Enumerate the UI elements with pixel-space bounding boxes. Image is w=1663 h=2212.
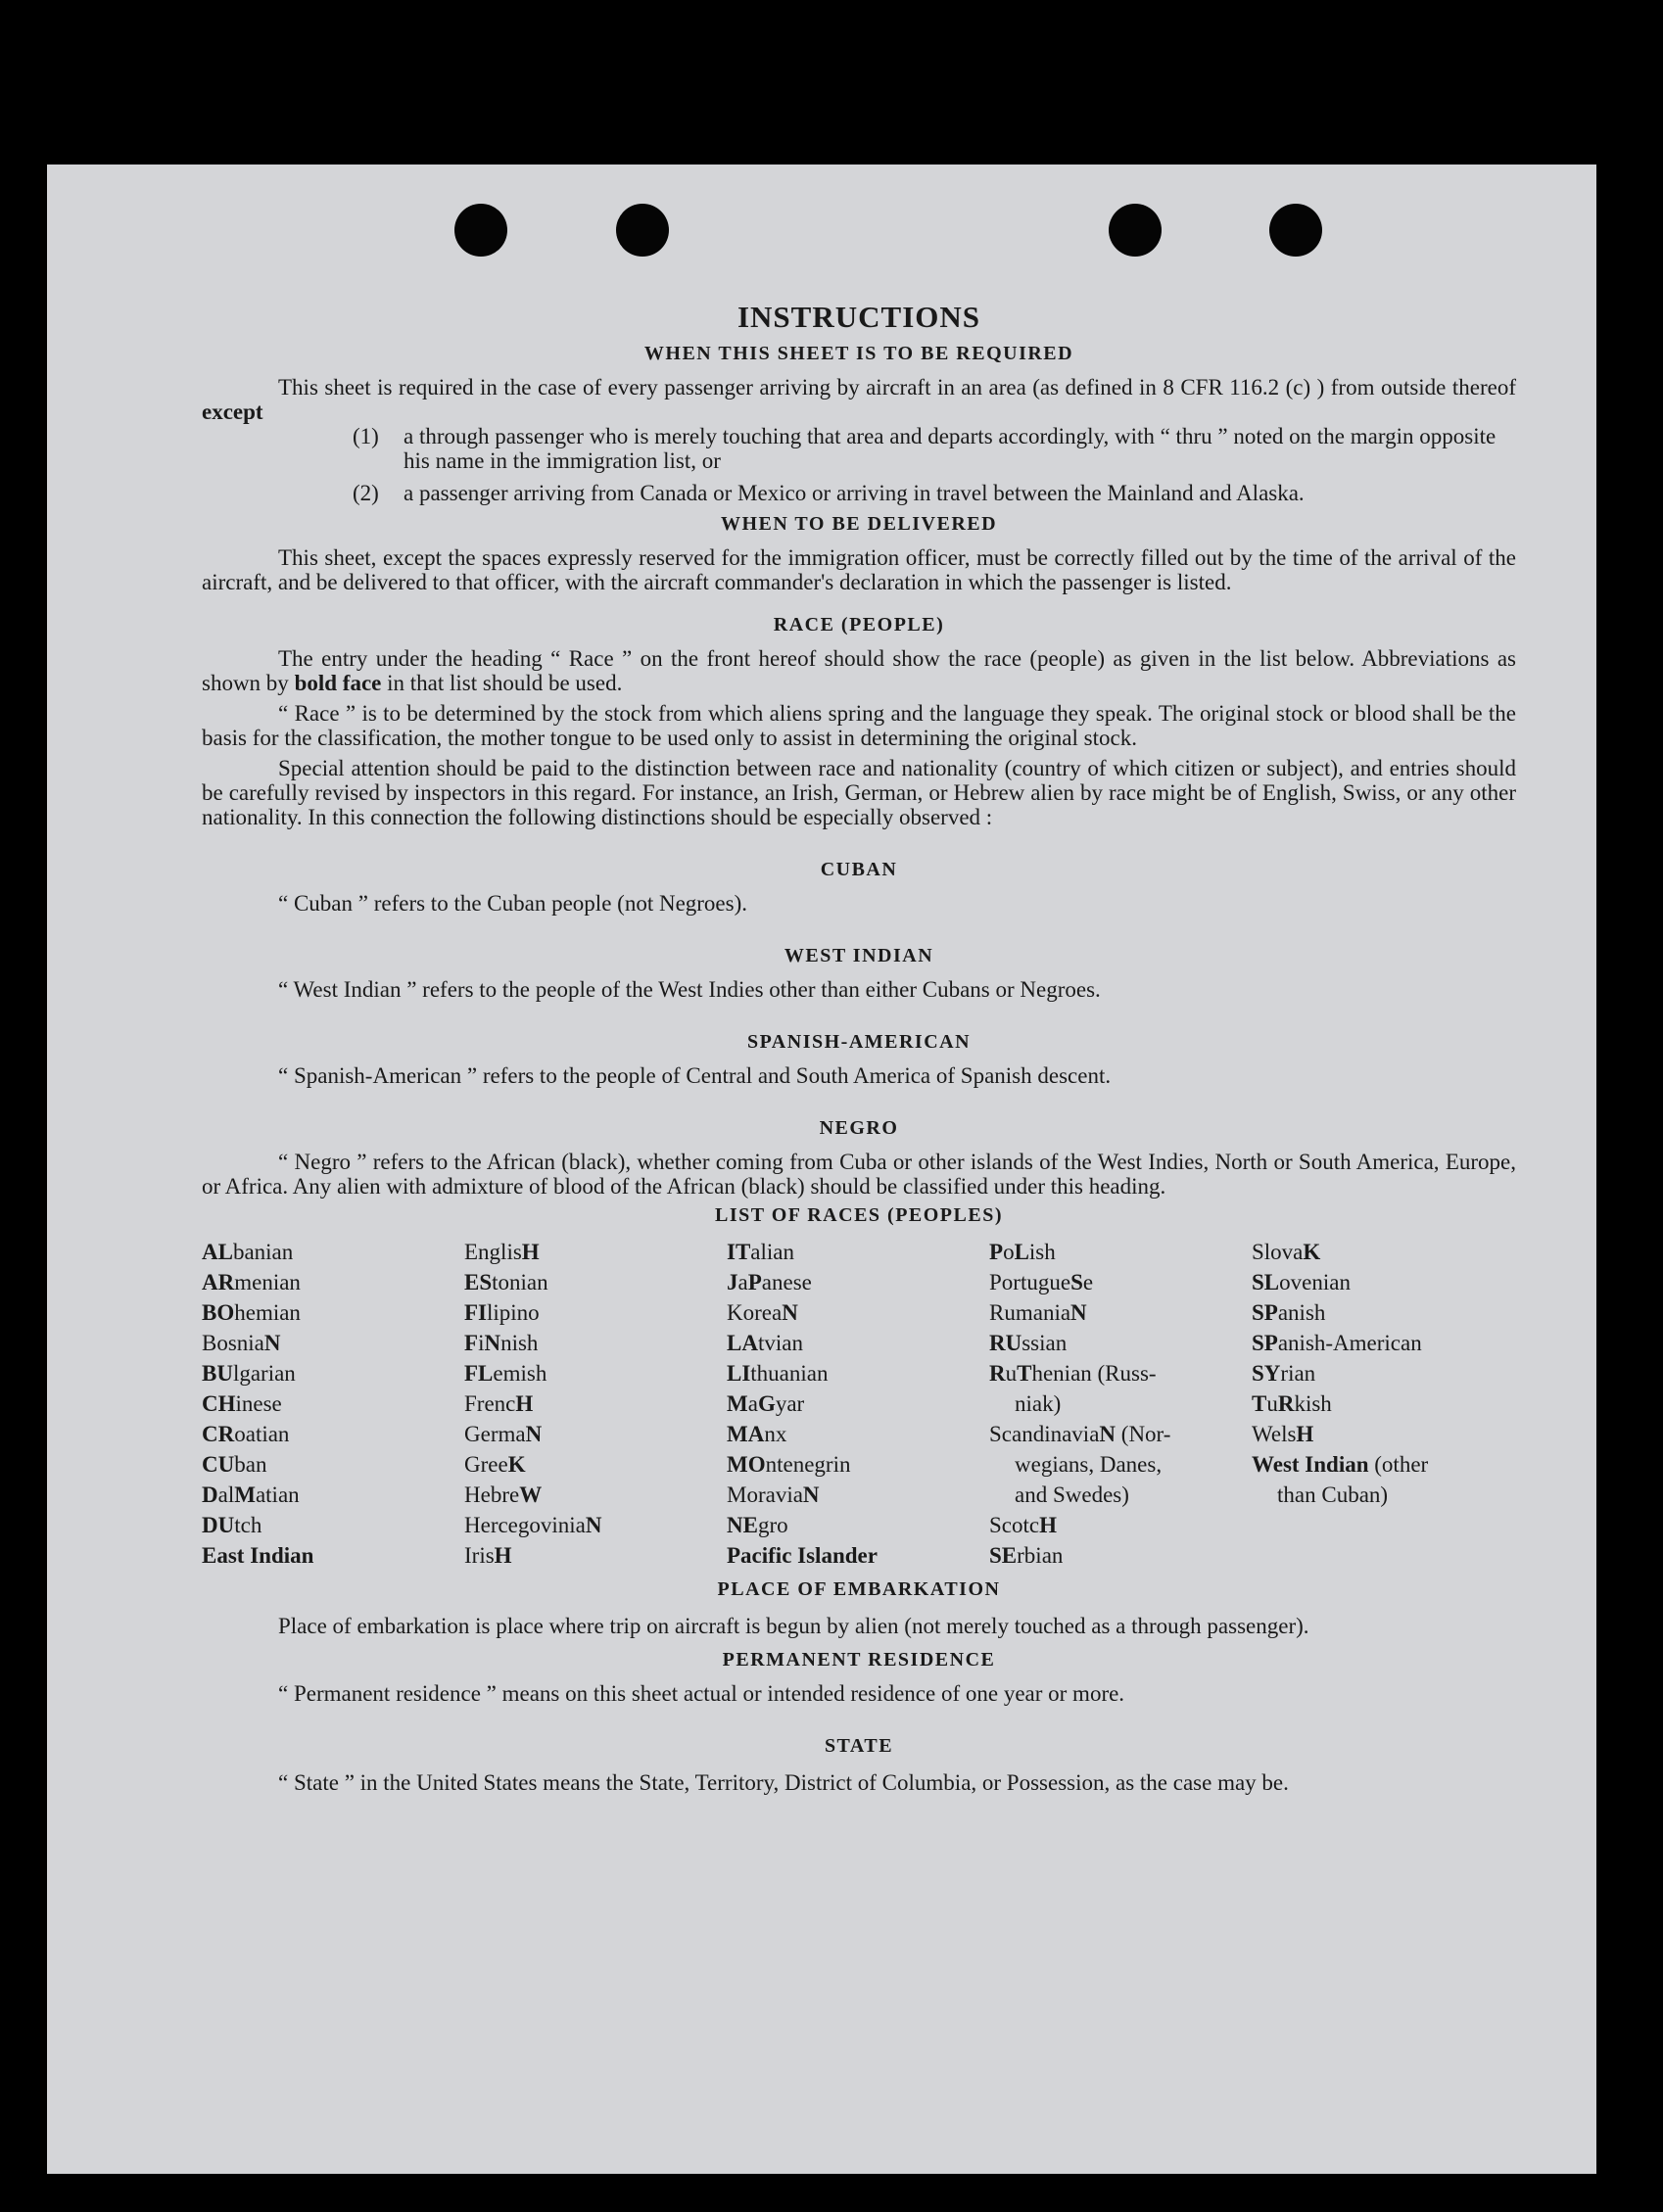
races-column — [989, 1237, 1252, 1571]
race-entry — [1252, 1419, 1514, 1449]
section-heading-spanish-american: SPANISH-AMERICAN — [746, 1031, 972, 1053]
race-abbreviation: RU — [989, 1331, 1022, 1355]
except-word: except — [202, 400, 263, 424]
race-entry — [464, 1237, 727, 1267]
race-text: yar — [775, 1391, 805, 1416]
race-entry — [464, 1328, 727, 1358]
paragraph-negro: “ Negro ” refers to the African (black), whether coming from Cuba or other islands of the West Indies, North or South America, Europe, or Africa. Any alien with admixture of blood of the African (black) should be classified under this heading. — [202, 1150, 1516, 1199]
race-abbreviation: R — [1277, 1391, 1295, 1416]
race-entry — [464, 1267, 727, 1297]
race-text: lipino — [487, 1300, 540, 1325]
race-text: emish — [493, 1361, 547, 1386]
section-heading-embarkation: PLACE OF EMBARKATION — [717, 1578, 1001, 1600]
race-entry — [989, 1449, 1252, 1480]
race-abbreviation: H — [521, 1240, 540, 1264]
section-heading-west-indian: WEST INDIAN — [784, 945, 934, 966]
race-abbreviation: R — [989, 1361, 1006, 1386]
race-abbreviation: Pacific Islander — [727, 1543, 878, 1568]
race-abbreviation: T — [1017, 1361, 1032, 1386]
paragraph-race-stock: “ Race ” is to be determined by the stock from which aliens spring and the language they speak. The original stock or blood shall be the basis for the classification, the mother tongue to be used only to assist in determining the original stock. — [202, 701, 1516, 750]
race-text: inese — [235, 1391, 282, 1416]
race-entry — [464, 1358, 727, 1388]
race-abbreviation: N — [782, 1300, 798, 1325]
race-abbreviation: CH — [202, 1391, 236, 1416]
race-entry — [989, 1510, 1252, 1540]
paragraph-race-entry — [202, 646, 1516, 695]
race-text: tvian — [757, 1331, 803, 1355]
race-text: nish — [500, 1331, 539, 1355]
race-entry — [989, 1237, 1252, 1267]
paragraph-delivered: This sheet, except the spaces expressly reserved for the immigration officer, must be correctly filled out by the time of the arrival of the aircraft, and be delivered to that officer, with the aircraft commander's declaration in which the passenger is listed. — [202, 545, 1516, 594]
race-abbreviation: IT — [727, 1240, 751, 1264]
section-heading-required: WHEN THIS SHEET IS TO BE REQUIRED — [643, 343, 1074, 364]
race-text: al — [217, 1483, 235, 1507]
section-heading-state: STATE — [824, 1735, 894, 1757]
races-column — [727, 1237, 989, 1571]
race-entry — [989, 1540, 1252, 1571]
race-abbreviation: D — [202, 1483, 218, 1507]
section-heading-cuban: CUBAN — [820, 859, 898, 880]
item-number: (2) — [353, 481, 379, 505]
race-text: u — [1005, 1361, 1018, 1386]
paragraph-spanish-american: “ Spanish-American ” refers to the people of Central and South America of Spanish descent. — [278, 1063, 1112, 1088]
race-entry — [1252, 1328, 1514, 1358]
race-entry — [464, 1510, 727, 1540]
paragraph-text: This sheet is required in the case of every passenger arriving by aircraft in an area (as defined in 8 CFR 116.2 (c) ) from outside thereof — [278, 375, 1516, 400]
punch-hole — [1269, 204, 1322, 257]
race-entry — [464, 1449, 727, 1480]
race-entry — [727, 1297, 989, 1328]
race-text: Frenc — [464, 1391, 516, 1416]
race-entry — [1252, 1267, 1514, 1297]
race-abbreviation: K — [1303, 1240, 1321, 1264]
race-abbreviation: MA — [727, 1422, 765, 1446]
race-abbreviation: SP — [1252, 1300, 1278, 1325]
races-list — [202, 1237, 1516, 1571]
race-abbreviation: CR — [202, 1422, 235, 1446]
list-item — [353, 481, 1516, 505]
race-abbreviation: H — [494, 1543, 512, 1568]
race-text: u — [1266, 1391, 1278, 1416]
race-text: alian — [750, 1240, 794, 1264]
race-text: menian — [234, 1270, 301, 1294]
race-abbreviation: East Indian — [202, 1543, 314, 1568]
race-abbreviation: SE — [989, 1543, 1018, 1568]
race-abbreviation: N — [1099, 1422, 1117, 1446]
race-entry — [989, 1328, 1252, 1358]
item-text: a passenger arriving from Canada or Mexico or arriving in travel between the Mainland and Alaska. — [404, 481, 1305, 505]
race-text: Hercegovinia — [464, 1513, 586, 1537]
race-text: atian — [255, 1483, 300, 1507]
race-abbreviation: N — [484, 1331, 501, 1355]
race-entry — [202, 1358, 464, 1388]
paragraph-embarkation: Place of embarkation is place where trip on aircraft is begun by alien (not merely touched as a through passenger). — [278, 1614, 1309, 1638]
race-entry — [202, 1419, 464, 1449]
race-text: thuanian — [750, 1361, 829, 1386]
race-entry — [1252, 1237, 1514, 1267]
race-text: tch — [234, 1513, 262, 1537]
race-text: Moravia — [727, 1483, 803, 1507]
paragraph-residence: “ Permanent residence ” means on this sheet actual or intended residence of one year or more. — [278, 1681, 1125, 1706]
race-abbreviation: MO — [727, 1452, 766, 1477]
race-abbreviation: P — [989, 1240, 1004, 1264]
race-text: Scotc — [989, 1513, 1040, 1537]
race-abbreviation: L — [1014, 1240, 1029, 1264]
paragraph-race-nationality: Special attention should be paid to the distinction between race and nationality (country of which citizen or subject), and entries should be carefully revised by inspectors in this regard. For instance, an Irish, German, or Hebrew alien by race might be of English, Swiss, or any other nationality. In this connection the following distinctions should be especially observed : — [202, 756, 1516, 829]
race-text: ovenian — [1279, 1270, 1351, 1294]
race-text: anese — [761, 1270, 812, 1294]
race-abbreviation: LA — [727, 1331, 758, 1355]
race-entry — [202, 1510, 464, 1540]
race-text: lgarian — [232, 1361, 296, 1386]
race-text: a — [737, 1270, 748, 1294]
race-entry — [727, 1237, 989, 1267]
races-column — [1252, 1237, 1514, 1571]
race-entry — [727, 1419, 989, 1449]
race-text: gro — [757, 1513, 788, 1537]
race-entry — [727, 1510, 989, 1540]
race-entry — [202, 1237, 464, 1267]
race-text: ish — [1028, 1240, 1056, 1264]
race-text: rbian — [1017, 1543, 1064, 1568]
race-abbreviation: N — [1070, 1300, 1087, 1325]
race-text: o — [1003, 1240, 1015, 1264]
race-abbreviation: LI — [727, 1361, 751, 1386]
race-entry — [1252, 1297, 1514, 1328]
section-heading-residence: PERMANENT RESIDENCE — [722, 1649, 996, 1671]
bold-face-text: bold face — [294, 671, 382, 695]
section-heading-negro: NEGRO — [819, 1117, 899, 1139]
race-abbreviation: S — [1070, 1270, 1083, 1294]
race-abbreviation: F — [464, 1331, 479, 1355]
race-entry — [202, 1267, 464, 1297]
race-text: ssian — [1022, 1331, 1068, 1355]
race-abbreviation: AR — [202, 1270, 235, 1294]
race-entry — [464, 1540, 727, 1571]
races-column — [202, 1237, 464, 1571]
race-entry — [1252, 1358, 1514, 1388]
race-entry — [727, 1449, 989, 1480]
race-abbreviation: H — [1039, 1513, 1057, 1537]
punch-hole — [616, 204, 669, 257]
race-entry — [1252, 1449, 1514, 1480]
race-text: kish — [1294, 1391, 1332, 1416]
race-abbreviation: H — [1296, 1422, 1314, 1446]
race-abbreviation: NE — [727, 1513, 758, 1537]
section-heading-race: RACE (PEOPLE) — [773, 614, 945, 635]
race-abbreviation: T — [1252, 1391, 1267, 1416]
race-entry — [202, 1328, 464, 1358]
race-abbreviation: P — [747, 1270, 762, 1294]
item-text: a through passenger who is merely touching that area and departs accordingly, with “ thru ” noted on the margin opposite his name in the immigration list, or — [404, 424, 1497, 473]
race-text: banian — [232, 1240, 294, 1264]
race-entry — [202, 1480, 464, 1510]
instructions-content — [202, 300, 1516, 1798]
punch-hole — [454, 204, 507, 257]
race-text: anish — [1277, 1300, 1326, 1325]
paragraph-required — [202, 375, 1516, 424]
paragraph-text: The entry under the heading “ Race ” on the front hereof should show the race (people) as given in the list below. Abbreviations as shown by — [202, 646, 1516, 695]
page-title: INSTRUCTIONS — [736, 300, 980, 334]
race-text: and Swedes) — [1015, 1483, 1129, 1507]
race-text: (other — [1368, 1452, 1429, 1477]
race-text: rian — [1280, 1361, 1316, 1386]
race-text: henian (Russ- — [1031, 1361, 1157, 1386]
paragraph-state: “ State ” in the United States means the State, Territory, District of Columbia, or Possession, as the case may be. — [278, 1770, 1289, 1795]
race-text: Iris — [464, 1543, 495, 1568]
race-abbreviation: J — [727, 1270, 738, 1294]
race-abbreviation: ES — [464, 1270, 493, 1294]
race-abbreviation: G — [757, 1391, 776, 1416]
race-text: Hebre — [464, 1483, 520, 1507]
race-text: Korea — [727, 1300, 783, 1325]
race-entry — [727, 1267, 989, 1297]
list-of-races-heading: LIST OF RACES (PEOPLES) — [714, 1204, 1003, 1226]
race-entry — [202, 1540, 464, 1571]
race-text: wegians, Danes, — [1015, 1452, 1163, 1477]
race-entry — [989, 1267, 1252, 1297]
race-text: niak) — [1015, 1391, 1062, 1416]
race-text: Scandinavia — [989, 1422, 1100, 1446]
race-entry — [727, 1358, 989, 1388]
item-number: (1) — [353, 424, 379, 448]
race-abbreviation: M — [727, 1391, 748, 1416]
race-text: tonian — [492, 1270, 548, 1294]
race-entry — [727, 1540, 989, 1571]
race-abbreviation: N — [585, 1513, 602, 1537]
race-text: Wels — [1252, 1422, 1297, 1446]
paragraph-text: in that list should be used. — [387, 671, 623, 695]
race-abbreviation: BU — [202, 1361, 233, 1386]
section-heading-delivered: WHEN TO BE DELIVERED — [720, 513, 998, 535]
race-entry — [464, 1480, 727, 1510]
race-abbreviation: M — [234, 1483, 256, 1507]
race-abbreviation: SP — [1252, 1331, 1278, 1355]
paragraph-west-indian: “ West Indian ” refers to the people of the West Indies other than either Cubans or Negroes. — [278, 977, 1101, 1002]
race-text: (Nor- — [1116, 1422, 1171, 1446]
race-text: e — [1082, 1270, 1094, 1294]
race-entry — [464, 1297, 727, 1328]
race-text: hemian — [234, 1300, 301, 1325]
race-entry — [727, 1388, 989, 1419]
race-abbreviation: N — [525, 1422, 543, 1446]
race-text: nx — [764, 1422, 787, 1446]
race-abbreviation: K — [507, 1452, 526, 1477]
race-text: than Cuban) — [1277, 1483, 1389, 1507]
race-text: ntenegrin — [765, 1452, 851, 1477]
race-text: Slova — [1252, 1240, 1304, 1264]
punch-hole — [1109, 204, 1162, 257]
race-abbreviation: BO — [202, 1300, 235, 1325]
race-abbreviation: W — [519, 1483, 543, 1507]
race-entry — [989, 1388, 1252, 1419]
race-text: Germa — [464, 1422, 526, 1446]
race-entry — [1252, 1388, 1514, 1419]
race-abbreviation: CU — [202, 1452, 235, 1477]
document-page — [47, 165, 1596, 2174]
race-abbreviation: N — [263, 1331, 281, 1355]
race-abbreviation: AL — [202, 1240, 233, 1264]
race-abbreviation: West Indian — [1252, 1452, 1369, 1477]
race-entry — [989, 1297, 1252, 1328]
race-abbreviation: SY — [1252, 1361, 1281, 1386]
race-text: Gree — [464, 1452, 508, 1477]
race-entry — [1252, 1480, 1514, 1510]
race-entry — [202, 1449, 464, 1480]
race-entry — [202, 1388, 464, 1419]
race-text: Englis — [464, 1240, 522, 1264]
race-text: Portugue — [989, 1270, 1071, 1294]
race-abbreviation: H — [515, 1391, 534, 1416]
race-text: i — [478, 1331, 485, 1355]
race-text: oatian — [234, 1422, 290, 1446]
race-entry — [464, 1388, 727, 1419]
race-entry — [727, 1328, 989, 1358]
race-text: a — [747, 1391, 758, 1416]
list-item — [353, 424, 1516, 473]
race-abbreviation: FL — [464, 1361, 494, 1386]
race-text: Bosnia — [202, 1331, 264, 1355]
race-entry — [989, 1419, 1252, 1449]
race-abbreviation: DU — [202, 1513, 235, 1537]
paragraph-cuban: “ Cuban ” refers to the Cuban people (not Negroes). — [278, 891, 748, 916]
race-abbreviation: SL — [1252, 1270, 1280, 1294]
race-text: Rumania — [989, 1300, 1071, 1325]
race-entry — [727, 1480, 989, 1510]
races-column — [464, 1237, 727, 1571]
race-text: ban — [234, 1452, 267, 1477]
race-entry — [202, 1297, 464, 1328]
race-text: anish-American — [1277, 1331, 1422, 1355]
race-entry — [464, 1419, 727, 1449]
race-entry — [989, 1480, 1252, 1510]
race-abbreviation: N — [802, 1483, 820, 1507]
race-entry — [989, 1358, 1252, 1388]
race-abbreviation: FI — [464, 1300, 487, 1325]
